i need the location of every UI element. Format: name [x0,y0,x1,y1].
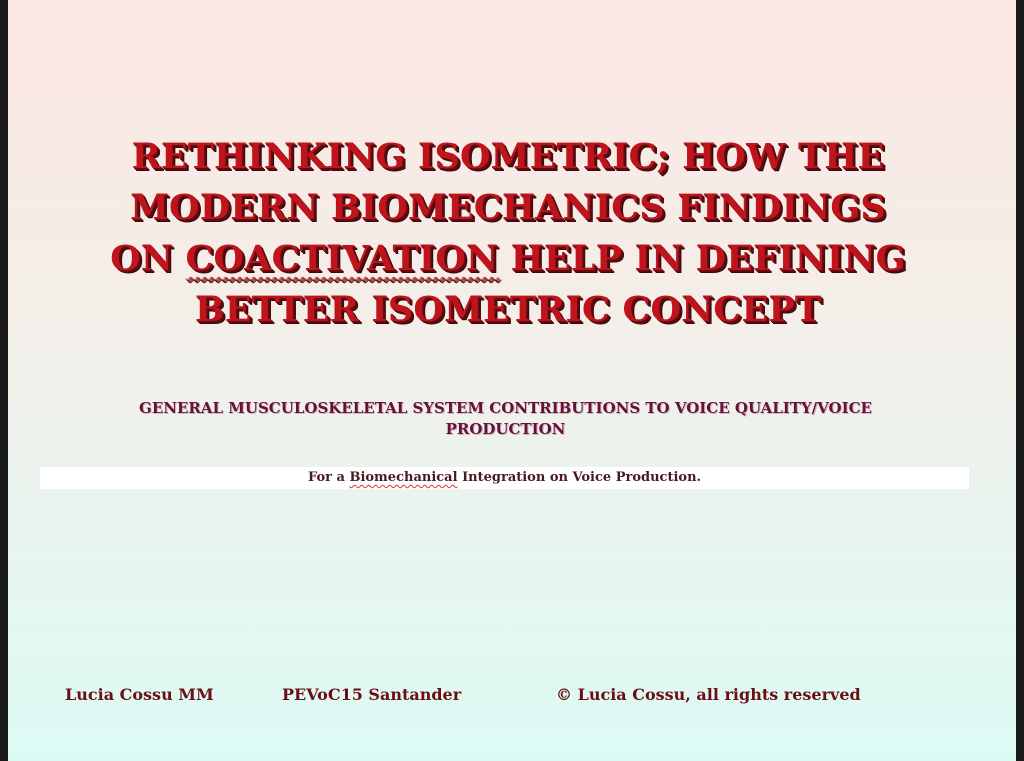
subtitle-line-1: GENERAL MUSCULOSKELETAL SYSTEM CONTRIBUTIONS TO VOICE QUALITY/VOICE [139,399,872,417]
title-line-1: RETHINKING ISOMETRIC; HOW THE [131,136,885,177]
tagline-post: Integration on Voice Production. [457,470,702,485]
slide-subtitle [48,398,963,440]
tagline-spellcheck-word: Biomechanical [349,470,458,485]
subtitle-line-2: PRODUCTION [445,420,566,438]
footer-event: PEVoC15 Santander [282,685,462,704]
footer-author: Lucia Cossu MM [65,685,214,704]
footer-copyright: © Lucia Cossu, all rights reserved [556,685,861,704]
title-line-4: BETTER ISOMETRIC CONCEPT [194,289,822,330]
title-spellcheck-word: COACTIVATION [185,238,499,279]
title-line-3 [8,233,1008,284]
title-line-3-post: HELP IN DEFINING [498,238,906,279]
tagline-pre: For a [307,470,350,485]
slide [8,0,1016,761]
tagline [40,469,969,487]
title-line-3-pre: ON [110,238,186,279]
slide-title [8,131,1008,335]
title-line-2: MODERN BIOMECHANICS FINDINGS [130,187,886,228]
tagline-bar [40,467,969,489]
